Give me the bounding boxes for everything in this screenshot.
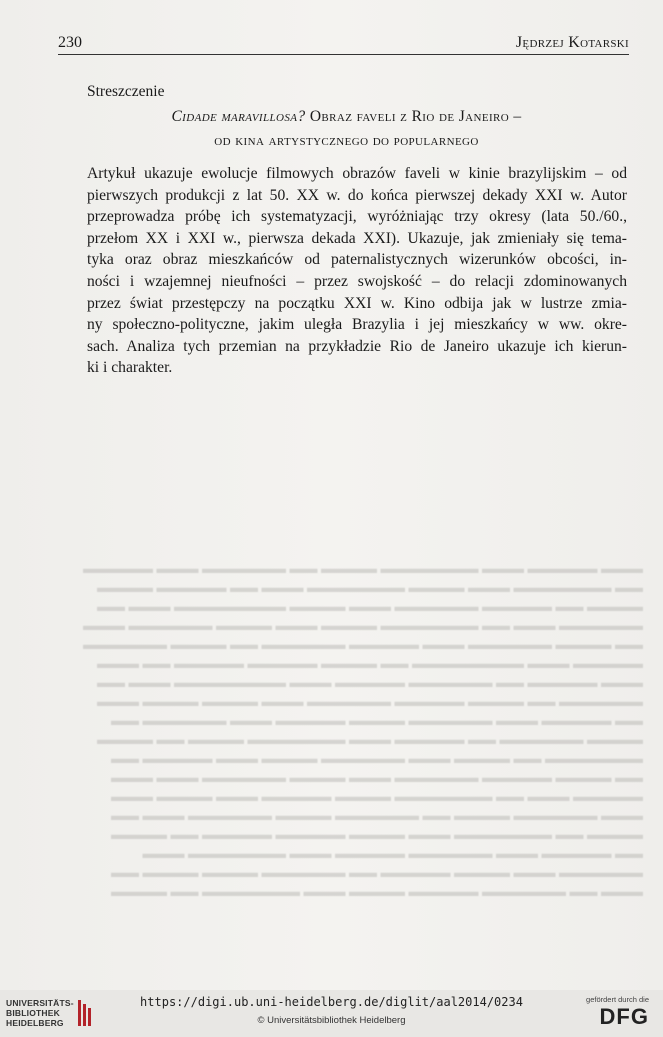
abstract-line: ności i wzajemnej nieufności – przez swojskość – do relacji zdominowanych xyxy=(87,272,627,290)
abstract-line: przełom XX i XXI w., pierwsza dekada XXI). Ukazuje, jak zmieniały się tema- xyxy=(87,229,627,247)
logo-line: HEIDELBERG xyxy=(6,1018,64,1028)
abstract-line: sach. Analiza tych przemian na przykładzie Rio de Janeiro ukazuje ich kierun- xyxy=(87,337,627,355)
running-head-author: Jędrzej Kotarski xyxy=(515,34,629,51)
dfg-logo[interactable]: DFG xyxy=(599,1004,649,1029)
copyright-notice: © Universitätsbibliothek Heidelberg xyxy=(257,1015,406,1026)
abstract-line: Artykuł ukazuje ewolucje filmowych obrazów faveli w kinie brazylijskim – od xyxy=(87,165,627,182)
digitization-footer xyxy=(0,990,663,1037)
section-label: Streszczenie xyxy=(87,83,165,100)
page-number: 230 xyxy=(58,34,82,51)
logo-line: UNIVERSITÄTS- xyxy=(6,998,74,1008)
abstract-line: ki i charakter. xyxy=(87,359,173,377)
title-italic-part: Cidade maravillosa? xyxy=(171,108,306,125)
abstract-line: pierwszych produkcji z lat 50. XX w. do końca pierwszej dekady XXI w. Autor xyxy=(87,186,627,204)
logo-line: BIBLIOTHEK xyxy=(6,1008,60,1018)
abstract-line: przeprowadza próbę ich systematyzacji, wyróżniając trzy okresy (lata 50./60., xyxy=(87,208,627,226)
abstract-line: ny społeczno-polityczne, jakim uległa Brazylia i jej mieszkańcy w ww. okre- xyxy=(87,316,627,334)
abstract-body xyxy=(87,163,627,379)
bleed-through-texture: ▬▬▬ ▬▬▬▬▬ ▬▬▬ ▬▬▬▬▬▬▬ ▬▬▬▬ ▬▬ ▬▬▬▬▬▬ ▬▬▬ ▬▬▬▬▬ ▬▬ ▬▬▬▬▬▬▬ ▬▬▬ ▬▬▬▬ ▬▬▬▬▬▬▬ ▬▬▬ ▬▬ ▬▬▬▬▬ ▬▬▬▬ ▬▬▬▬ ▬▬ ▬▬▬▬▬ ▬▬▬▬▬▬ ▬▬▬ ▬▬▬▬ ▬▬▬▬▬▬▬▬ ▬▬▬ ▬▬ ▬▬▬▬▬▬ ▬▬▬ ▬▬ ▬▬▬▬▬▬▬ ▬▬▬▬ ▬▬▬ ▬▬▬▬ ▬▬▬▬▬▬ ▬▬▬ ▬▬ ▬▬▬▬ ▬▬▬▬▬▬ ▬▬▬ ▬▬▬▬▬ ▬▬▬▬▬▬ ▬▬ ▬▬▬▬ ▬▬▬▬▬▬ ▬▬▬▬▬ ▬▬▬ ▬▬▬▬▬▬▬▬ ▬▬ ▬▬▬▬ ▬▬▬▬▬ ▬▬▬▬▬ ▬▬ ▬▬▬ ▬▬▬ ▬▬▬▬▬ ▬▬ ▬▬▬▬▬▬ ▬▬▬▬▬ ▬▬▬ ▬▬▬▬▬▬▬▬ ▬▬▬ ▬▬ ▬▬▬▬▬▬ ▬▬ ▬▬▬▬ ▬▬▬▬▬ ▬▬▬▬▬▬ ▬▬▬ ▬▬▬▬ ▬▬▬▬ ▬▬▬ ▬▬ ▬▬▬▬▬ ▬▬▬ ▬▬▬▬▬▬ ▬▬▬▬ ▬▬▬▬▬ ▬▬▬ ▬▬▬▬▬▬ ▬▬ ▬▬▬▬ ▬▬▬▬▬▬ ▬▬ ▬▬▬▬▬ ▬▬▬ ▬▬▬▬▬▬▬ ▬▬▬▬ ▬▬ ▬▬▬▬ ▬▬▬▬▬▬▬ ▬▬ ▬▬▬▬ ▬▬▬ ▬▬▬▬▬▬ ▬▬▬▬ ▬▬▬ ▬▬▬▬▬ ▬▬ ▬▬ ▬▬▬▬ ▬▬▬▬▬ ▬▬▬▬▬▬ ▬▬▬ ▬▬▬▬ ▬▬▬▬▬▬ ▬▬▬ ▬▬▬ ▬▬▬▬▬ ▬▬▬ ▬▬ ▬▬▬▬▬▬▬ ▬▬▬▬ ▬▬▬▬▬ ▬▬▬ ▬▬▬▬ ▬▬▬ ▬▬▬ ▬▬▬▬▬▬ ▬▬▬▬ ▬▬ ▬▬▬▬▬▬ ▬▬▬▬ ▬▬▬▬▬▬ ▬▬▬ ▬▬ ▬▬▬▬ ▬▬ ▬▬▬▬▬▬▬ ▬▬▬ ▬▬▬▬ ▬▬▬▬▬ ▬▬▬▬▬ ▬▬ ▬▬▬▬ ▬▬ ▬▬▬▬▬ ▬▬▬ ▬▬▬▬▬▬ ▬▬▬▬▬ ▬▬▬ ▬▬▬▬▬▬▬ ▬▬▬ ▬▬▬▬▬▬ ▬▬▬ ▬▬▬▬ ▬▬▬▬▬ ▬▬ ▬▬▬▬▬▬ ▬▬▬▬ ▬▬▬▬ ▬▬ ▬▬▬ ▬▬ ▬▬▬▬▬▬ ▬▬▬▬▬ ▬▬▬▬ ▬▬▬ ▬▬▬▬▬▬▬ ▬▬ ▬▬▬▬ xyxy=(83,562,643,900)
running-header xyxy=(58,34,629,55)
abstract-title xyxy=(60,105,633,153)
funder-caption: gefördert durch die xyxy=(586,995,649,1004)
abstract-line: tyka oraz obraz mieszkańców od paternalistycznych wizerunków obcości, in- xyxy=(87,251,627,269)
permalink-url[interactable]: https://digi.ub.uni-heidelberg.de/diglit/aal2014/0234 xyxy=(140,995,523,1009)
abstract-line: przez świat przestępczy na początku XXI w. Kino odbija jak w lustrze zmia- xyxy=(87,294,627,312)
title-line1-rest: Obraz faveli z Rio de Janeiro – xyxy=(305,108,522,125)
title-line2: od kina artystycznego do popularnego xyxy=(214,132,479,149)
